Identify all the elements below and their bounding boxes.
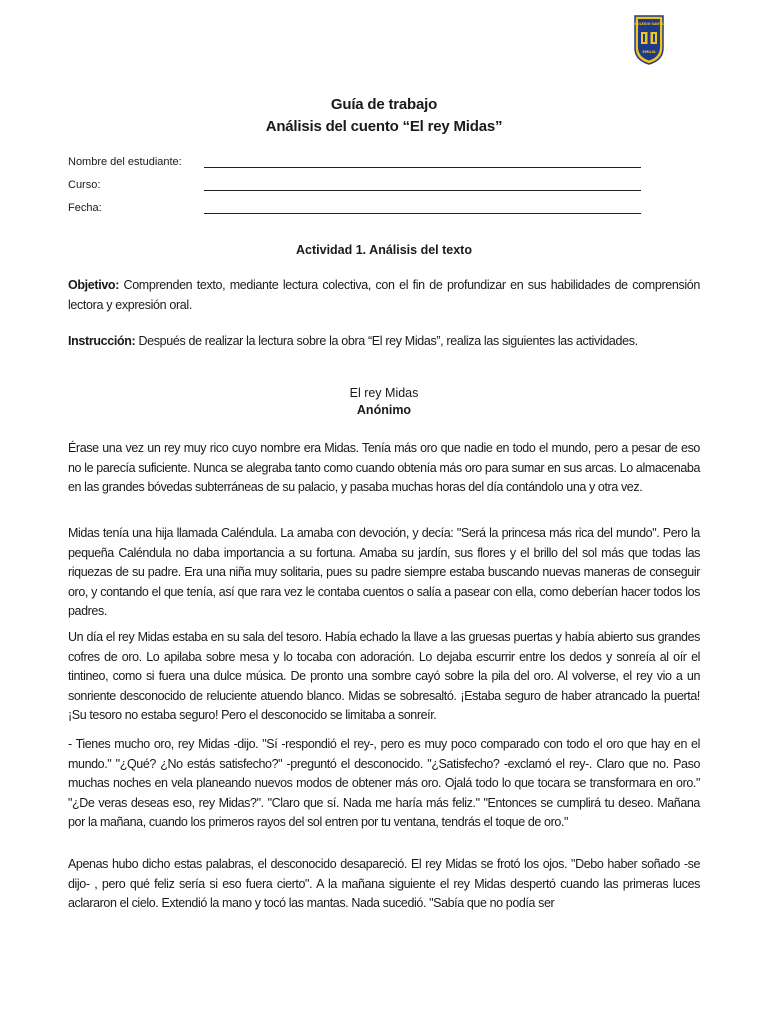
page-title: Guía de trabajo [330,96,438,113]
objective-label: Objetivo: [68,278,120,292]
instruction-text: Después de realizar la lectura sobre la obra “El rey Midas”, realiza las siguientes las actividades. [135,334,638,348]
story-paragraph-5: Apenas hubo dicho estas palabras, el desconocido desapareció. El rey Midas se frotó los ojos. "Debo haber soñado -se dijo- , pero qué feliz sería si eso fuera cierto". A la mañana siguiente el rey Midas despertó cuando las primeras luces aclararon el cielo. Extendió la mano y tocó las mantas. Nada sucedió. "Sabía que no podía ser [68,857,700,911]
instruction-label: Instrucción: [68,334,136,348]
date-label: Fecha: [68,202,102,214]
story-paragraph-4: - Tienes mucho oro, rey Midas -dijo. "Sí -respondió el rey-, pero es muy poco comparado con todo el oro que hay en el mundo." "¿Qué? ¿No estás satisfecho?" -preguntó el desconocido. "¿Satisfecho? -exclamó el rey-. Claro que no. Paso muchas noches en vela planeando nuevos modos de obtener más oro. Ojalá todo lo que tocara se transformara en oro." "¿De veras deseas eso, rey Midas?". "Claro que sí. Nada me haría más feliz." "Entonces se cumplirá tu deseo. Mañana por la mañana, cuando los primeros rayos del sol entren por tu ventana, tendrás el toque de oro." [68,737,700,830]
course-label: Curso: [68,179,101,191]
objective-paragraph [68,276,700,315]
student-name-line[interactable] [204,167,641,168]
instruction-paragraph [68,332,700,352]
svg-text:EMILIA: EMILIA [642,50,656,54]
student-name-label: Nombre del estudiante: [68,156,182,168]
date-line[interactable] [204,213,641,214]
page-subtitle: Análisis del cuento “El rey Midas” [265,118,503,135]
objective-text: Comprenden texto, mediante lectura colectiva, con el fin de profundizar en sus habilidades de comprensión lectora y expresión oral. [68,278,700,312]
story-author: Anónimo [356,403,412,417]
story-paragraph-2: Midas tenía una hija llamada Caléndula. La amaba con devoción, y decía: "Será la princesa más rica del mundo". Pero la pequeña Caléndula no daba importancia a su fortuna. Amaba su jardín, sus flores y el brillo del sol más que todas las riquezas de su padre. Era una niña muy solitaria, pues su padre siempre estaba buscando nuevas maneras de conseguir oro, y contando el que tenía, así que rara vez le contaba cuentos o salía a pasear con ella, como deberían hacer todos los padres. [68,526,700,619]
school-crest-logo [633,14,665,66]
story-title: El rey Midas [349,386,419,400]
story-paragraph-3: Un día el rey Midas estaba en su sala del tesoro. Había echado la llave a las gruesas puertas y había abierto sus grandes cofres de oro. Lo apilaba sobre mesa y lo tocaba con adoración. Lo dejaba escurrir entre los dedos y sonreía al oír el tintineo, como si fuera una dulce música. De pronto una sombre cayó sobre la pila del oro. Al volverse, el rey vio a un sonriente desconocido de reluciente atuendo blanco. Midas se sobresaltó. ¡Estaba seguro de haber atrancado la puerta! ¡Su tesoro no estaba seguro! Pero el desconocido se limitaba a sonreír. [68,630,700,723]
course-line[interactable] [204,190,641,191]
story-paragraph-1: Érase una vez un rey muy rico cuyo nombre era Midas. Tenía más oro que nadie en todo el mundo, pero a pesar de eso no le parecía suficiente. Nunca se alegraba tanto como cuando obtenía más oro para sumar en sus arcas. Lo almacenaba en las grandes bóvedas subterráneas de su palacio, y pasaba muchas horas del día contándolo una y otra vez. [68,441,700,495]
activity-heading: Actividad 1. Análisis del texto [296,243,472,257]
svg-text:COLEGIO SANTA: COLEGIO SANTA [634,22,664,26]
